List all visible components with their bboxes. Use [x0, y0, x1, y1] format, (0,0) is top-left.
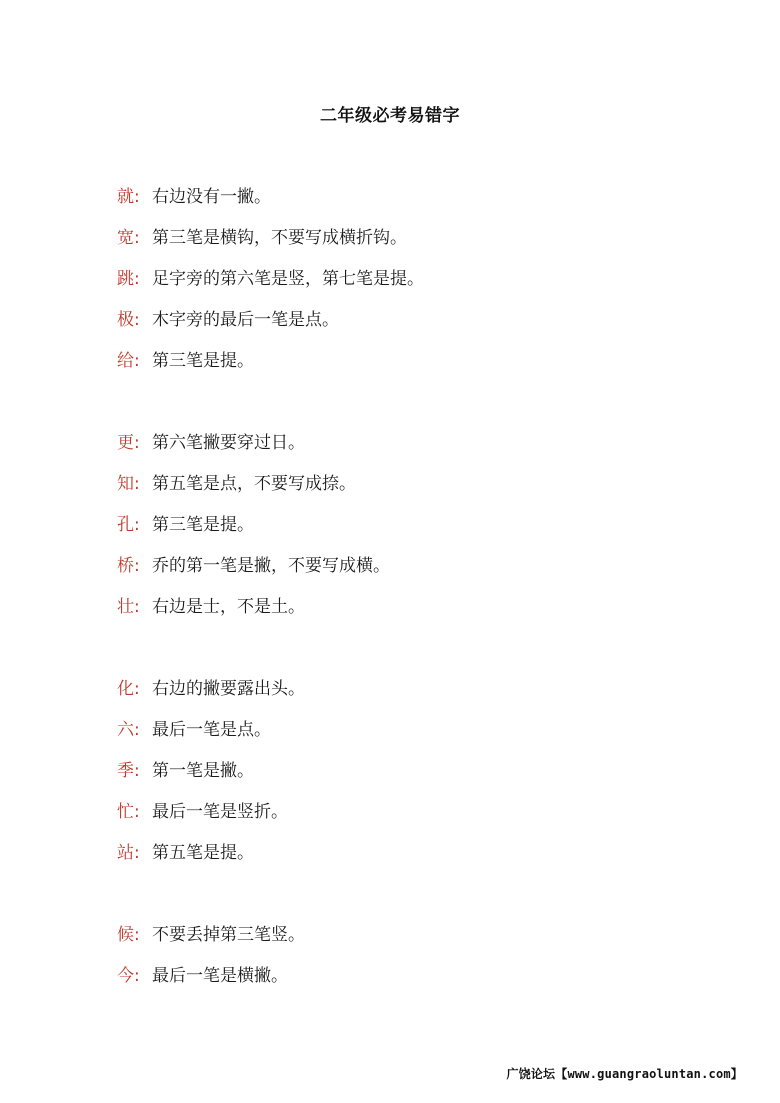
entry-description: 第三笔是提。 [152, 351, 254, 371]
entry-colon: : [134, 515, 140, 535]
entry-character: 更 [117, 433, 134, 453]
entry-colon: : [134, 351, 140, 371]
entry-item [117, 225, 717, 266]
entry-description: 不要丢掉第三笔竖。 [152, 925, 305, 945]
entry-character: 宽 [117, 228, 134, 248]
entry-character: 跳 [117, 269, 134, 289]
entry-colon: : [134, 474, 140, 494]
entry-description: 最后一笔是点。 [152, 720, 271, 740]
entry-character: 站 [117, 843, 134, 863]
entry-character: 给 [117, 351, 134, 371]
entry-character: 极 [117, 310, 134, 330]
entry-colon: : [134, 761, 140, 781]
entry-colon: : [134, 310, 140, 330]
entry-character: 今 [117, 966, 134, 986]
entry-group [117, 184, 717, 389]
entry-item [117, 758, 717, 799]
page-title: 二年级必考易错字 [320, 106, 460, 126]
entry-item [117, 184, 717, 225]
entry-item [117, 430, 717, 471]
entry-item [117, 963, 717, 1004]
entry-colon: : [134, 966, 140, 986]
entry-character: 六 [117, 720, 134, 740]
entry-colon: : [134, 187, 140, 207]
entry-description: 最后一笔是横撇。 [152, 966, 288, 986]
entry-colon: : [134, 720, 140, 740]
entry-colon: : [134, 679, 140, 699]
entry-list [117, 184, 717, 1045]
entry-group [117, 676, 717, 881]
entry-description: 第三笔是提。 [152, 515, 254, 535]
entry-item [117, 307, 717, 348]
entry-character: 忙 [117, 802, 134, 822]
entry-character: 桥 [117, 556, 134, 576]
entry-description: 右边是士，不是土。 [152, 597, 305, 617]
entry-item [117, 799, 717, 840]
entry-colon: : [134, 269, 140, 289]
entry-character: 化 [117, 679, 134, 699]
entry-character: 季 [117, 761, 134, 781]
entry-item [117, 348, 717, 389]
entry-item [117, 594, 717, 635]
entry-description: 木字旁的最后一笔是点。 [152, 310, 339, 330]
entry-colon: : [134, 228, 140, 248]
entry-character: 知 [117, 474, 134, 494]
entry-colon: : [134, 556, 140, 576]
entry-description: 足字旁的第六笔是竖，第七笔是提。 [152, 269, 424, 289]
entry-description: 第三笔是横钩，不要写成横折钩。 [152, 228, 407, 248]
entry-group [117, 430, 717, 635]
entry-colon: : [134, 843, 140, 863]
entry-group [117, 922, 717, 1004]
entry-character: 就 [117, 187, 134, 207]
entry-colon: : [134, 802, 140, 822]
entry-item [117, 840, 717, 881]
entry-colon: : [134, 433, 140, 453]
entry-item [117, 512, 717, 553]
entry-description: 第五笔是提。 [152, 843, 254, 863]
entry-character: 孔 [117, 515, 134, 535]
entry-character: 壮 [117, 597, 134, 617]
entry-item [117, 717, 717, 758]
entry-colon: : [134, 597, 140, 617]
entry-item [117, 471, 717, 512]
entry-description: 第五笔是点，不要写成捺。 [152, 474, 356, 494]
entry-description: 第六笔撇要穿过日。 [152, 433, 305, 453]
entry-item [117, 266, 717, 307]
footer-watermark: 广饶论坛【www.guangraoluntan.com】 [506, 1067, 743, 1081]
entry-description: 乔的第一笔是撇，不要写成横。 [152, 556, 390, 576]
entry-description: 右边的撇要露出头。 [152, 679, 305, 699]
entry-item [117, 922, 717, 963]
entry-description: 最后一笔是竖折。 [152, 802, 288, 822]
entry-character: 候 [117, 925, 134, 945]
entry-item [117, 676, 717, 717]
entry-colon: : [134, 925, 140, 945]
entry-description: 右边没有一撇。 [152, 187, 271, 207]
entry-item [117, 553, 717, 594]
entry-description: 第一笔是撇。 [152, 761, 254, 781]
